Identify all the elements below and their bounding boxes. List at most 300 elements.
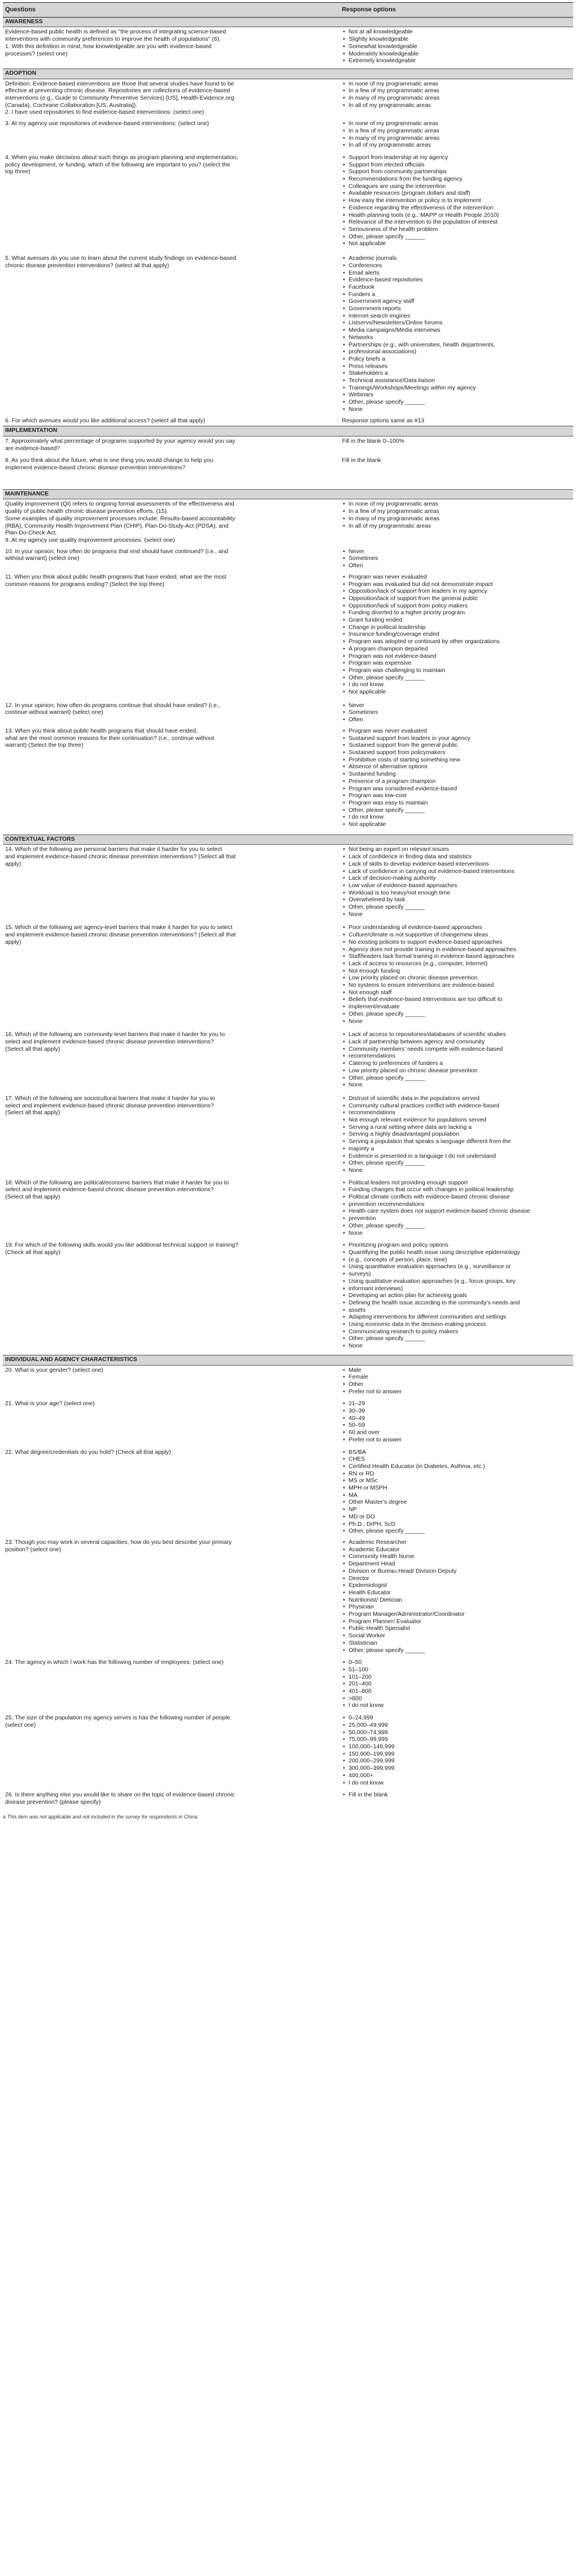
question-line: 20. What is your gender? (select one) xyxy=(5,1367,104,1373)
response-option: • Other, please specify ______ xyxy=(342,1223,571,1230)
question-line: Quality improvement (QI) refers to ongoing formal assessments of the effectiveness and xyxy=(5,501,234,508)
question-text xyxy=(3,436,339,456)
response-option: • Program was never evaluated xyxy=(342,728,571,735)
response-option: • Department Head xyxy=(342,1561,571,1568)
response-option: • Never xyxy=(342,549,571,556)
response-option: • Low priority placed on chronic disease prevention xyxy=(342,1068,571,1075)
response-option: • Program was challenging to maintain xyxy=(342,667,571,675)
response-option: • Director xyxy=(342,1576,571,1583)
response-option: • Statistician xyxy=(342,1640,571,1648)
response-option: • Health planning tools (e.g., MAPP or Health People 2010) xyxy=(342,212,571,220)
response-option: • 51–100 xyxy=(342,1667,571,1674)
question-row xyxy=(3,1658,573,1713)
response-option: • Political leaders not providing enough support xyxy=(342,1180,571,1187)
response-option: • Sustained support from policymakers xyxy=(342,750,571,757)
response-option: • Health care system does not support evidence-based chronic disease xyxy=(342,1208,571,1216)
question-text xyxy=(3,416,339,426)
response-option: • Not applicable xyxy=(342,689,571,696)
question-line: 8. As you think about the future, what is one thing you would change to help you xyxy=(5,457,214,464)
question-text xyxy=(3,547,339,572)
question-text xyxy=(3,254,339,416)
question-line: 5. What avenues do you use to learn about the current study findings on evidence-based xyxy=(5,255,236,262)
response-options xyxy=(339,547,573,572)
response-option: • 0–24,999 xyxy=(342,1715,571,1722)
question-row xyxy=(3,254,573,416)
response-options xyxy=(339,1658,573,1713)
question-row xyxy=(3,1094,573,1178)
section-header xyxy=(3,1355,573,1365)
response-option: • recommendations xyxy=(342,1053,571,1060)
response-option: • Colleagues are using the intervention xyxy=(342,183,571,191)
response-option: • Other, please specify ______ xyxy=(342,399,571,406)
question-row xyxy=(3,436,573,456)
question-line: processes? (select one) xyxy=(5,50,68,57)
response-option: • Sustained support from the general public xyxy=(342,742,571,750)
question-row xyxy=(3,1713,573,1790)
response-option: • Lack of partnership between agency and community xyxy=(342,1039,571,1046)
response-option: • MD or DO xyxy=(342,1514,571,1521)
response-option: • 400,000+ xyxy=(342,1773,571,1780)
question-line: 18. Which of the following are political/economic barriers that make it harder for you to xyxy=(5,1179,229,1186)
response-option: • Program was easy to maintain xyxy=(342,800,571,807)
response-option: • Sometimes xyxy=(342,709,571,717)
question-text xyxy=(3,1448,339,1538)
response-option: • Developing an action plan for achieving goals xyxy=(342,1293,571,1300)
question-row xyxy=(3,547,573,572)
response-options xyxy=(339,153,573,254)
response-option: • No systems to ensure interventions are evidence-based xyxy=(342,982,571,990)
response-option: • Academic journals xyxy=(342,255,571,263)
response-option: • Other Master's degree xyxy=(342,1499,571,1507)
question-line: Evidence-based public health is defined as "the process of integrating science-based xyxy=(5,29,227,36)
response-options xyxy=(339,1178,573,1241)
response-option: • I do not know xyxy=(342,814,571,821)
section-title: ADOPTION xyxy=(3,69,573,79)
response-option: • Sometimes xyxy=(342,555,571,563)
response-option: • Public Health Specialist xyxy=(342,1625,571,1633)
question-line: select and implement evidence-based chronic disease prevention interventions? xyxy=(5,1187,214,1193)
response-option: • Trainings/Workshops/Meetings within my agency xyxy=(342,385,571,392)
response-option: • Ph.D., DrPH, ScD xyxy=(342,1521,571,1529)
response-option: • Slightly knowledgeable xyxy=(342,36,571,44)
response-option: • Poor understanding of evidence-based approaches xyxy=(342,925,571,932)
response-option: • Program was adopted or continued by other organizations xyxy=(342,639,571,646)
response-option: • 101–200 xyxy=(342,1674,571,1681)
response-option: • BS/BA xyxy=(342,1449,571,1457)
response-option: • Government agency staff xyxy=(342,298,571,306)
response-option: • Policy briefs a xyxy=(342,356,571,363)
response-option: • In a few of my programmatic areas xyxy=(342,88,571,95)
response-option: Fill in the blank xyxy=(342,457,381,464)
question-text xyxy=(3,79,339,119)
response-option: • Media campaigns/Media interviews xyxy=(342,327,571,335)
response-option: • Low value of evidence-based approaches xyxy=(342,883,571,890)
response-option: • Lack of confidence in finding data and statistics xyxy=(342,854,571,861)
question-line: (Select all that apply) xyxy=(5,1110,61,1116)
response-options xyxy=(339,119,573,153)
response-options xyxy=(339,701,573,726)
response-option: • Available resources (program dollars and staff) xyxy=(342,190,571,198)
question-text xyxy=(3,1030,339,1094)
response-option: • Program was expensive xyxy=(342,660,571,667)
response-option: • 401–800 xyxy=(342,1688,571,1696)
response-option: • Agency does not provide training in evidence-based approaches xyxy=(342,947,571,954)
question-text xyxy=(3,1178,339,1241)
response-options xyxy=(339,726,573,835)
response-option: • Internet search engines xyxy=(342,313,571,320)
question-row xyxy=(3,1240,573,1355)
response-option: • Other, please specify ______ xyxy=(342,904,571,912)
response-option: • In all of my programmatic areas xyxy=(342,523,571,530)
response-option: • Prioritizing program and policy options xyxy=(342,1242,571,1250)
response-option: • Program was not evidence-based xyxy=(342,653,571,661)
question-row xyxy=(3,845,573,923)
question-line: common reasons for programs ending? (Select the top three) xyxy=(5,581,165,588)
response-option: • Using economic data in the decision-making process xyxy=(342,1321,571,1329)
response-option: • assets xyxy=(342,1307,571,1315)
response-option: • Email alerts xyxy=(342,270,571,277)
question-line: Definition: Evidence-based interventions are those that several studies have found to be xyxy=(5,80,234,87)
question-line: (RBA), Community Health Improvement Plan (CHIP), Plan-Do-Study-Act (PDSA), and xyxy=(5,523,229,529)
response-option: • Prefer not to answer xyxy=(342,1389,571,1396)
question-text xyxy=(3,456,339,489)
response-option: • Prohibitive costs of starting something new xyxy=(342,757,571,764)
response-option: • Support from leadership at my agency xyxy=(342,155,571,162)
response-option: • Program was never evaluated xyxy=(342,574,571,581)
question-row xyxy=(3,456,573,489)
question-row xyxy=(3,153,573,254)
question-line: select and implement evidence-based chronic disease prevention interventions? xyxy=(5,1102,214,1109)
response-option: • Academic Researcher xyxy=(342,1539,571,1547)
response-option: • Opposition/lack of support from the general public xyxy=(342,596,571,603)
response-option: • Lack of access to resources (e.g., computer, Internet) xyxy=(342,961,571,968)
response-option: • How easy the intervention or policy is to implement xyxy=(342,198,571,205)
footnote: a This item was not applicable and not included in the survey for respondents in China. xyxy=(3,1813,199,1820)
response-option: • In none of my programmatic areas xyxy=(342,501,571,508)
response-options xyxy=(339,254,573,416)
response-option: • None xyxy=(342,1019,571,1026)
response-option: • Press releases xyxy=(342,363,571,371)
question-line: 7. Approximately what percentage of programs supported by your agency would you say xyxy=(5,438,236,444)
response-option: • Somewhat knowledgeable xyxy=(342,44,571,51)
response-options xyxy=(339,79,573,119)
response-option: • Female xyxy=(342,1374,571,1381)
response-option: • None xyxy=(342,912,571,919)
response-option: • Community cultural practices conflict with evidence-based xyxy=(342,1103,571,1110)
response-options xyxy=(339,456,573,489)
survey-body xyxy=(3,17,573,1808)
response-option: • Certified Health Educator (in Diabetes, Asthma, etc.) xyxy=(342,1464,571,1471)
response-option: • 100,000–149,999 xyxy=(342,1744,571,1751)
response-option: • Never xyxy=(342,703,571,710)
response-option: • Other, please specify ______ xyxy=(342,234,571,241)
response-option: • recommendations xyxy=(342,1110,571,1117)
response-option: • Not applicable xyxy=(342,821,571,829)
response-option: • Often xyxy=(342,563,571,570)
response-option: • In all of my programmatic areas xyxy=(342,142,571,149)
response-option: • >800 xyxy=(342,1696,571,1703)
question-row xyxy=(3,726,573,835)
response-option: • Male xyxy=(342,1367,571,1375)
response-option: • None xyxy=(342,406,571,414)
question-line: 16. Which of the following are community-level barriers that make it harder for you to xyxy=(5,1032,225,1038)
response-option: • Other xyxy=(342,1381,571,1389)
question-line: 11. When you think about public health programs that have ended, what are the most xyxy=(5,574,227,580)
response-option: • Facebook xyxy=(342,284,571,292)
question-line: (Select all that apply) xyxy=(5,1194,61,1201)
question-row xyxy=(3,27,573,69)
response-option: • 75,000–99,999 xyxy=(342,1736,571,1744)
response-option: • Serving a rural setting where data are lacking a xyxy=(342,1124,571,1132)
response-option: • I do not know xyxy=(342,1780,571,1787)
response-option: • In none of my programmatic areas xyxy=(342,81,571,88)
question-line: Plan-Do-Check-Act. xyxy=(5,530,57,537)
question-line: position? (select one) xyxy=(5,1546,61,1553)
response-option: • 30–39 xyxy=(342,1408,571,1415)
response-option: • prevention xyxy=(342,1216,571,1223)
question-line: 21. What is your age? (select one) xyxy=(5,1401,95,1407)
response-option: • Program was evaluated but did not demonstrate impact xyxy=(342,581,571,589)
response-option: • Using qualitative evaluation approaches (e.g., focus groups, key xyxy=(342,1278,571,1286)
response-option: • CHES xyxy=(342,1456,571,1464)
question-text xyxy=(3,726,339,835)
question-row xyxy=(3,1030,573,1094)
question-row xyxy=(3,572,573,701)
response-option: • 21–29 xyxy=(342,1401,571,1408)
response-options xyxy=(339,499,573,547)
response-option: • In a few of my programmatic areas xyxy=(342,128,571,135)
question-row xyxy=(3,923,573,1030)
question-line: 4. When you make decisions about such things as program planning and implementation, xyxy=(5,154,238,161)
response-option: • Not being an expert on relevant issues xyxy=(342,846,571,854)
question-row xyxy=(3,416,573,426)
question-text xyxy=(3,1658,339,1713)
response-option: • 200,000–299,999 xyxy=(342,1758,571,1765)
question-line: are evidence-based? xyxy=(5,445,61,452)
response-option: • Not applicable xyxy=(342,241,571,248)
question-text xyxy=(3,1094,339,1178)
response-option: • In a few of my programmatic areas xyxy=(342,508,571,516)
response-option: • Culture/climate is not supportive of change/new ideas xyxy=(342,932,571,939)
response-option: • Prefer not to answer xyxy=(342,1437,571,1444)
response-option: • Social Worker xyxy=(342,1633,571,1640)
response-options xyxy=(339,1094,573,1178)
response-option: • Serving a highly disadvantaged population xyxy=(342,1131,571,1139)
response-option: • Defining the health issue according to the community's needs and xyxy=(342,1300,571,1307)
response-options xyxy=(339,1790,573,1808)
response-option: • Overwhelmed by task xyxy=(342,897,571,904)
response-option: • Academic Educator xyxy=(342,1547,571,1554)
header-row xyxy=(3,3,573,18)
question-line: warrant) (Select the top three) xyxy=(5,742,84,749)
section-header xyxy=(3,17,573,27)
question-line: Some examples of quality improvement processes include: Results-based accountability xyxy=(5,515,236,522)
question-line: apply) xyxy=(5,939,22,945)
question-row xyxy=(3,499,573,547)
section-title: MAINTENANCE xyxy=(3,489,573,499)
response-option: • RN or RD xyxy=(342,1471,571,1478)
response-option: • 40–49 xyxy=(342,1415,571,1423)
response-option: Response options same as #13 xyxy=(342,417,425,424)
question-line: 2. I have used repositories to find evidence-based interventions: (select one) xyxy=(5,109,204,116)
question-text xyxy=(3,1399,339,1447)
response-option: • Physician xyxy=(342,1604,571,1611)
response-option: • I do not know xyxy=(342,682,571,689)
response-option: • Absence of alternative options xyxy=(342,764,571,771)
response-options xyxy=(339,416,573,426)
question-line: 26. Is there anything else you would like to share on the topic of evidence-based chronic xyxy=(5,1792,235,1799)
response-option: • A program champion departed xyxy=(342,646,571,653)
question-line: quality of public health chronic disease prevention efforts. (15). xyxy=(5,508,169,515)
response-option: • majority a xyxy=(342,1146,571,1153)
question-text xyxy=(3,1365,339,1399)
response-option: • Opposition/lack of support from policy makers xyxy=(342,603,571,610)
question-row xyxy=(3,701,573,726)
question-line: (select one) xyxy=(5,1722,36,1728)
response-option: • Nutritionist/ Dietician xyxy=(342,1597,571,1604)
response-option: • In many of my programmatic areas xyxy=(342,95,571,102)
question-line: (Check all that apply) xyxy=(5,1249,61,1256)
response-option: • Sustained support from leaders in your agency xyxy=(342,735,571,743)
response-option: • Division or Bureau Head/ Division Deputy xyxy=(342,1568,571,1576)
question-row xyxy=(3,119,573,153)
response-option: • Funding changes that occur with changes in political leadership xyxy=(342,1187,571,1194)
response-option: • 150,000–199,999 xyxy=(342,1751,571,1758)
response-option: • Support from elected officials xyxy=(342,162,571,169)
response-option: • Health Educator xyxy=(342,1590,571,1597)
section-title: CONTEXTUAL FACTORS xyxy=(3,835,573,845)
response-options xyxy=(339,1713,573,1790)
response-option: • Not enough relevant evidence for populations served xyxy=(342,1117,571,1124)
response-option: • Using quantitative evaluation approaches (e.g., surveillance or xyxy=(342,1264,571,1271)
question-line: 1. With this definition in mind, how knowledgeable are you with evidence-based xyxy=(5,43,212,50)
response-option: • Epidemiologist xyxy=(342,1582,571,1590)
response-option: • Change in political leadership xyxy=(342,624,571,632)
question-line: 6. For which avenues would you like additional access? (select all that apply) xyxy=(5,417,206,424)
response-option: • None xyxy=(342,1167,571,1175)
response-option: • Conferences xyxy=(342,263,571,270)
response-option: • Not at all knowledgeable xyxy=(342,29,571,36)
question-text xyxy=(3,572,339,701)
question-row xyxy=(3,79,573,119)
response-option: • Listservs/Newsletters/Online forums xyxy=(342,320,571,327)
response-option: • Not enough staff xyxy=(342,990,571,997)
response-option: • In all of my programmatic areas xyxy=(342,102,571,110)
question-line: 13. When you think about public health programs that should have ended, xyxy=(5,728,198,734)
response-option: • Other, please specify ______ xyxy=(342,675,571,682)
response-option: • Webinars xyxy=(342,392,571,399)
question-line: disease prevention? (please specify) xyxy=(5,1799,101,1805)
question-line: implement evidence-based chronic disease prevention interventions? xyxy=(5,465,186,472)
response-option: • Catering to preferences of funders a xyxy=(342,1060,571,1068)
response-option: • professional associations) xyxy=(342,349,571,356)
section-title: AWARENESS xyxy=(3,17,573,27)
response-option: • Other, please specify ______ xyxy=(342,1075,571,1082)
response-option: • 50–59 xyxy=(342,1422,571,1430)
response-option: • Program was considered evidence-based xyxy=(342,786,571,793)
response-option: • Moderately knowledgeable xyxy=(342,51,571,58)
response-option: • Support from community partnerships xyxy=(342,169,571,176)
question-line: (Canada), Cochrane Collaboration [US, Australia]). xyxy=(5,102,138,109)
response-option: • Lack of skills to develop evidence-based interventions xyxy=(342,861,571,868)
response-options xyxy=(339,1448,573,1538)
response-options xyxy=(339,1365,573,1399)
question-line: 23. Though you may work in several capacities, how do you best describe your primary xyxy=(5,1539,232,1546)
question-line: interventions (e.g., Guide to Community Preventive Services) [US], Health-Evidence.org xyxy=(5,95,234,102)
response-option: • Beliefs that evidence-based interventions are too difficult to xyxy=(342,996,571,1004)
section-header xyxy=(3,426,573,437)
response-option: • Not enough funding xyxy=(342,968,571,975)
section-header xyxy=(3,489,573,499)
section-header xyxy=(3,835,573,845)
response-options xyxy=(339,27,573,69)
section-header xyxy=(3,69,573,79)
question-line: select and implement evidence-based chronic disease prevention interventions? xyxy=(5,1039,214,1045)
response-option: • MA xyxy=(342,1492,571,1500)
question-line: policy development, or funding, which of the following are important to you? (select the xyxy=(5,161,231,168)
response-option: • 0–50 xyxy=(342,1659,571,1667)
response-options xyxy=(339,436,573,456)
question-text xyxy=(3,1713,339,1790)
question-text xyxy=(3,701,339,726)
response-option: • MPH or MSPH xyxy=(342,1485,571,1492)
question-row xyxy=(3,1399,573,1447)
question-line: continue without warrant) (select one) xyxy=(5,709,104,716)
question-line: top three) xyxy=(5,169,31,176)
response-option: • In many of my programmatic areas xyxy=(342,135,571,143)
response-options-header: Response options xyxy=(339,3,573,18)
response-options xyxy=(339,572,573,701)
question-line: 17. Which of the following are sociocultural barriers that make it harder for you to xyxy=(5,1095,215,1102)
response-option: • Program Manager/Administrator/Coordinator xyxy=(342,1611,571,1619)
question-row xyxy=(3,1538,573,1658)
question-line: 22. What degree/credentials do you hold? (Check all that apply) xyxy=(5,1449,171,1456)
response-option: • 60 and over xyxy=(342,1430,571,1437)
response-options xyxy=(339,1030,573,1094)
response-option: • Distrust of scientific data in the populations served xyxy=(342,1096,571,1103)
response-option: • Staff/leaders lack formal training in evidence-based approaches xyxy=(342,953,571,961)
question-text xyxy=(3,1240,339,1355)
response-option: • Grant funding ended xyxy=(342,617,571,624)
question-row xyxy=(3,1790,573,1808)
response-option: • I do not know xyxy=(342,1702,571,1710)
question-text xyxy=(3,1790,339,1808)
response-option: • Low priority placed on chronic disease prevention xyxy=(342,975,571,982)
response-options xyxy=(339,1399,573,1447)
response-option: • Community Health Nurse xyxy=(342,1554,571,1561)
question-text xyxy=(3,119,339,153)
response-option: • Program Planner/ Evaluator xyxy=(342,1619,571,1626)
question-line: and implement evidence-based chronic disease prevention interventions? (Select all that xyxy=(5,932,236,939)
response-option: • 300,000–399,999 xyxy=(342,1765,571,1773)
question-line: without warrant) (select one) xyxy=(5,555,80,562)
question-line: 14. Which of the following are personal barriers that make it harder for you to select xyxy=(5,846,222,853)
response-option: • Other, please specify ______ xyxy=(342,1336,571,1343)
question-line: what are the most common reasons for their continuation? (i.e., continue without xyxy=(5,735,215,742)
question-line: apply) xyxy=(5,861,22,867)
response-option: • Political climate conflicts with evidence-based chronic disease xyxy=(342,1194,571,1201)
response-option: • In many of my programmatic areas xyxy=(342,516,571,523)
response-option: • Technical assistance/Data liaison xyxy=(342,378,571,385)
response-option: • Extremely knowledgeable xyxy=(342,58,571,65)
question-text xyxy=(3,499,339,547)
response-option: • Lack of confidence in carrying out evidence-based interventions xyxy=(342,868,571,876)
response-option: • Other, please specify ______ xyxy=(342,1011,571,1019)
response-option: • Workload is too heavy/not enough time xyxy=(342,890,571,897)
response-option: • (e.g., concepts of person, place, time) xyxy=(342,1257,571,1264)
survey-table xyxy=(3,2,573,1809)
response-option: • Serving a population that speaks a language different from the xyxy=(342,1139,571,1146)
